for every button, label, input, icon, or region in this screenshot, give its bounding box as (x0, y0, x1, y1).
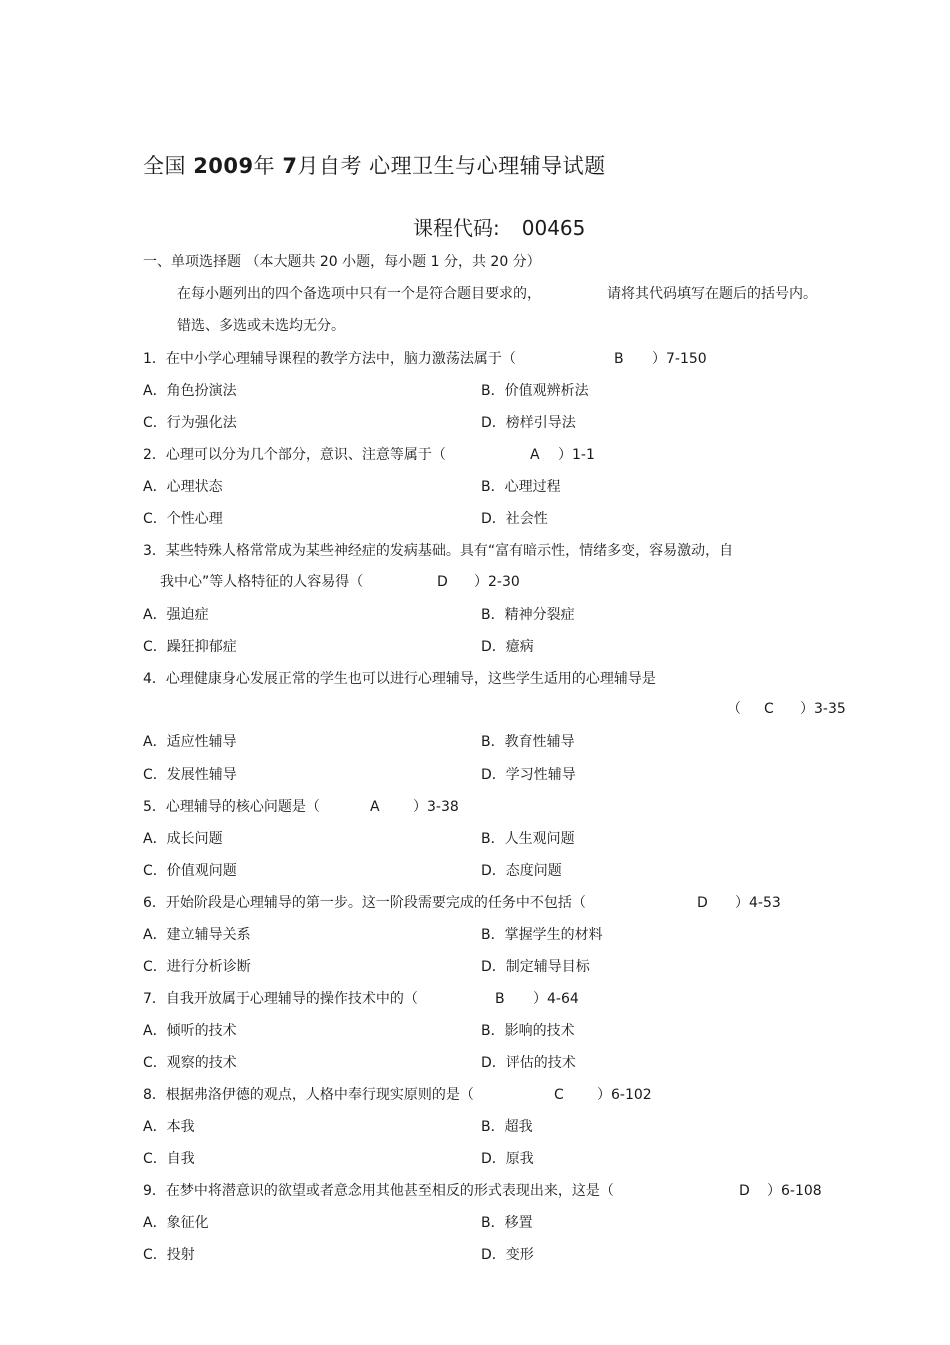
question-stem: 7．自我开放属于心理辅导的操作技术中的（ (143, 991, 418, 1007)
question-reference: ）3-35 (800, 701, 846, 717)
option-c: C．个性心理 (143, 511, 223, 527)
option-b: B．精神分裂症 (481, 607, 575, 623)
question-stem: 8．根据弗洛伊德的观点，人格中奉行现实原则的是（ (143, 1087, 474, 1103)
question-stem-continued: 我中心”等人格特征的人容易得（ (160, 574, 364, 590)
course-code-line (413, 212, 585, 241)
option-a: A．成长问题 (143, 831, 223, 847)
option-c: C．自我 (143, 1151, 195, 1167)
option-a: A．本我 (143, 1119, 195, 1135)
title-suffix: 月自考 心理卫生与心理辅导试题 (297, 154, 606, 178)
question-stem: 9．在梦中将潜意识的欲望或者意念用其他甚至相反的形式表现出来，这是（ (143, 1183, 614, 1199)
option-a: A．角色扮演法 (143, 383, 237, 399)
title-mid: 年 (253, 154, 283, 178)
option-a: A．建立辅导关系 (143, 927, 251, 943)
option-b: B．移置 (481, 1215, 533, 1231)
option-d: D．学习性辅导 (481, 767, 576, 783)
question-stem: 1．在中小学心理辅导课程的教学方法中，脑力激荡法属于（ (143, 351, 516, 367)
question-reference: ）7-150 (652, 351, 707, 367)
option-a: A．强迫症 (143, 607, 209, 623)
option-d: D．评估的技术 (481, 1055, 576, 1071)
instruction-text: 请将其代码填写在题后的括号内。 (607, 286, 817, 302)
question-stem: 6．开始阶段是心理辅导的第一步。这一阶段需要完成的任务中不包括（ (143, 895, 586, 911)
question-answer: B (495, 991, 505, 1007)
page-title (143, 150, 606, 180)
question-stem: 5．心理辅导的核心问题是（ (143, 799, 320, 815)
question-reference: ）4-64 (533, 991, 579, 1007)
question-stem: 4．心理健康身心发展正常的学生也可以进行心理辅导，这些学生适用的心理辅导是 (143, 671, 656, 687)
question-answer: B (614, 351, 624, 367)
option-b: B．影响的技术 (481, 1023, 575, 1039)
option-a: A．适应性辅导 (143, 734, 237, 750)
question-reference: ）1-1 (558, 447, 595, 463)
instruction-text: 错选、多选或未选均无分。 (177, 318, 345, 334)
question-answer: D (739, 1183, 750, 1199)
option-b: B．掌握学生的材料 (481, 927, 603, 943)
question-answer: A (530, 447, 540, 463)
option-c: C．价值观问题 (143, 863, 237, 879)
question-answer: C (554, 1087, 564, 1103)
option-b: B．教育性辅导 (481, 734, 575, 750)
option-c: C．发展性辅导 (143, 767, 237, 783)
question-reference: ）4-53 (735, 895, 781, 911)
option-c: C．投射 (143, 1247, 195, 1263)
option-d: D．癔病 (481, 639, 534, 655)
title-month: 7 (282, 154, 298, 178)
question-answer: D (437, 574, 448, 590)
option-d: D．态度问题 (481, 863, 562, 879)
question-bracket-open: （ (727, 701, 741, 717)
option-c: C．进行分析诊断 (143, 959, 251, 975)
option-d: D．社会性 (481, 511, 548, 527)
option-c: C．观察的技术 (143, 1055, 237, 1071)
option-a: A．象征化 (143, 1215, 209, 1231)
course-code-value: 00465 (521, 216, 586, 240)
title-prefix: 全国 (143, 154, 194, 178)
option-a: A．心理状态 (143, 479, 223, 495)
section-heading: 一、单项选择题 （本大题共 20 小题，每小题 1 分，共 20 分） (143, 254, 541, 270)
option-a: A．倾听的技术 (143, 1023, 237, 1039)
option-c: C．躁狂抑郁症 (143, 639, 237, 655)
question-stem: 3．某些特殊人格常常成为某些神经症的发病基础。具有“富有暗示性，情绪多变，容易激动，自 (143, 543, 734, 559)
question-reference: ）3-38 (413, 799, 459, 815)
title-year: 2009 (193, 154, 254, 178)
question-reference: ）2-30 (474, 574, 520, 590)
question-answer: D (697, 895, 708, 911)
option-b: B．价值观辨析法 (481, 383, 589, 399)
option-d: D．变形 (481, 1247, 534, 1263)
option-b: B．心理过程 (481, 479, 561, 495)
question-reference: ）6-102 (597, 1087, 652, 1103)
question-reference: ）6-108 (767, 1183, 822, 1199)
question-answer: A (370, 799, 380, 815)
option-c: C．行为强化法 (143, 415, 237, 431)
option-d: D．制定辅导目标 (481, 959, 590, 975)
option-b: B．人生观问题 (481, 831, 575, 847)
instruction-text: 在每小题列出的四个备选项中只有一个是符合题目要求的， (177, 286, 541, 302)
option-d: D．原我 (481, 1151, 534, 1167)
option-b: B．超我 (481, 1119, 533, 1135)
question-stem: 2．心理可以分为几个部分，意识、注意等属于（ (143, 447, 446, 463)
option-d: D．榜样引导法 (481, 415, 576, 431)
course-code-label: 课程代码: (413, 216, 500, 240)
question-answer: C (764, 701, 774, 717)
